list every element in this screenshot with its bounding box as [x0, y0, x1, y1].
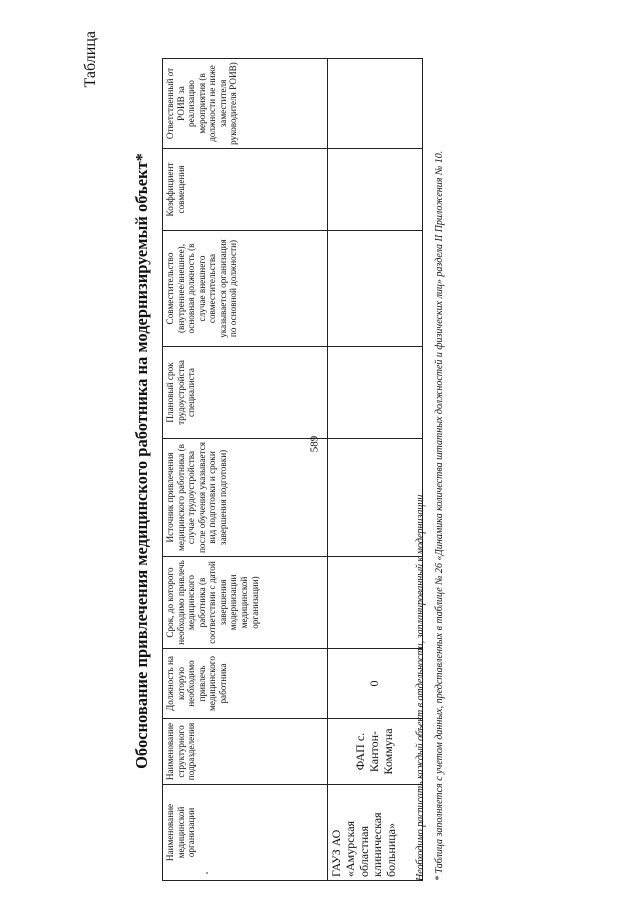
page-title: Обоснование привлечения медицинского работника на модернизируемый объект* [132, 153, 151, 769]
header-source: Источник привлечения медицинского работника (в случае трудоустройства после обучения указывается вид подготовки и сроки завершения подготовки) [163, 439, 328, 557]
justification-table [162, 58, 423, 881]
cell-planned-date [328, 347, 423, 439]
cell-coefficient [328, 149, 423, 231]
header-deadline: Срок, до которого необходимо привлечь медицинского работника (в соответствии с датой завершения модернизации медицинской организации) [163, 557, 328, 649]
table-row [328, 59, 423, 881]
cell-combination [328, 231, 423, 347]
cell-subdivision: ФАП с. Кантон-Коммуна [328, 719, 423, 785]
cell-deadline [328, 557, 423, 649]
rotated-page-content [82, 31, 640, 891]
header-planned-date: Плановый срок трудоустройства специалиста [163, 347, 328, 439]
table-footnote: * Таблица заполняется с учетом данных, представленных в таблице № 26 «Динамика количества штатных должностей и физических лиц» раздела II Приложения № 10. [434, 150, 445, 881]
scan-speck [206, 872, 208, 874]
table-header-row [163, 59, 328, 881]
cell-source [328, 439, 423, 557]
cell-organization: ГАУЗ АО «Амурская областная клиническая больница» [328, 785, 423, 881]
cell-responsible [328, 59, 423, 149]
cell-position: 0 [328, 649, 423, 719]
header-combination: Совместительство (внутреннее/внешнее), основная должность (в случае внешнего совместительства указывается организация по основной должности) [163, 231, 328, 347]
header-responsible: Ответственный от РОИВ за реализацию мероприятия (в должности не ниже заместителя руководителя РОИВ) [163, 59, 328, 149]
header-subdivision: Наименование структурного подразделения [163, 719, 328, 785]
header-position: Должность на которую необходимо привлечь медицинского работника [163, 649, 328, 719]
table-tag: Таблица [82, 31, 99, 88]
table-note: Необходимо расписать каждый объект в отдельности, запланированный к модернизации [415, 494, 426, 881]
header-coefficient: Коэффициент совмещения [163, 149, 328, 231]
page-number: 589 [308, 435, 321, 453]
header-organization: Наименование медицинской организации [163, 785, 328, 881]
